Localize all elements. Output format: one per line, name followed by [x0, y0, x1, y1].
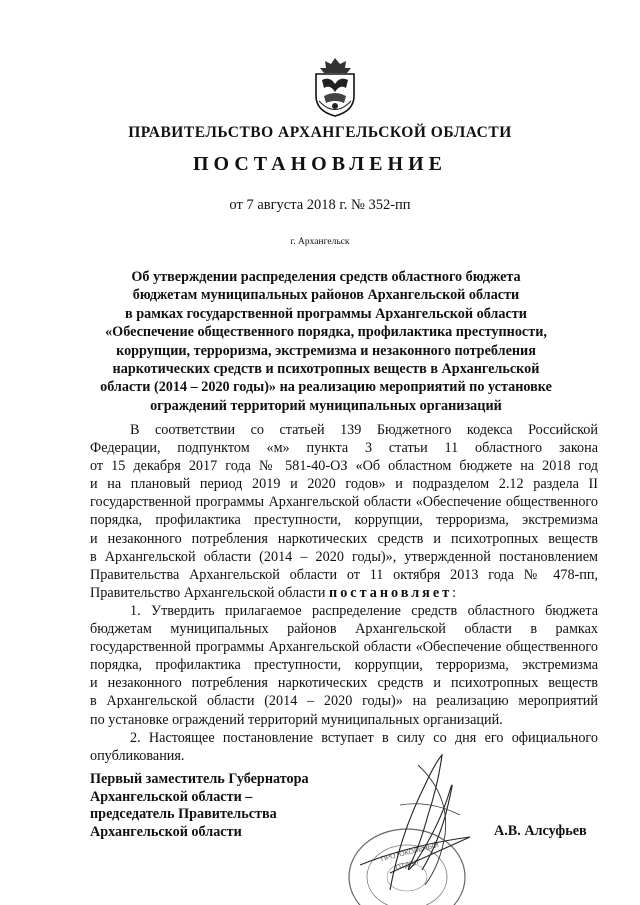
title-line: бюджетам муниципальных районов Архангельской области — [132, 287, 520, 304]
title-line: наркотических средств и психотропных веществ в Архангельской — [112, 361, 540, 378]
signer-name: А.В. Алсуфьев — [494, 823, 587, 839]
preamble-line: Федерации, подпунктом «м» пункта 3 статьи 11 областного закона — [90, 440, 598, 457]
svg-text:ПРОТОКОЛЬНЫЙ: ПРОТОКОЛЬНЫЙ — [380, 842, 440, 864]
title-line: Об утверждении распределения средств областного бюджета — [131, 269, 521, 285]
decree-colon: : — [452, 584, 457, 601]
item-1-line: бюджетам муниципальных районов Архангельской области в рамках — [90, 621, 598, 638]
position-line: Первый заместитель Губернатора — [90, 771, 309, 787]
preamble-line: и незаконного потребления наркотических средств и психотропных веществ — [90, 530, 598, 547]
preamble-line: Правительства Архангельской области от 11 октября 2013 года № 478-пп, — [90, 566, 598, 583]
item-1-line: 1. Утвердить прилагаемое распределение средств областного бюджета — [130, 602, 598, 619]
preamble-line: и на плановый период 2019 и 2020 годов» и подразделом 2.12 раздела II — [90, 476, 598, 493]
preamble-line: государственной программы Архангельской области «Обеспечение общественного — [90, 494, 598, 511]
document-date-number: от 7 августа 2018 г. № 352-пп — [229, 197, 411, 213]
document-type: ПОСТАНОВЛЕНИЕ — [193, 153, 447, 175]
preamble-last-text: Правительство Архангельской области — [90, 584, 330, 601]
preamble-line: от 15 декабря 2017 года № 581-40-ОЗ «Об областном бюджете на 2018 год — [90, 458, 598, 475]
coat-of-arms-icon — [304, 56, 366, 118]
svg-text:ОТДЕЛ: ОТДЕЛ — [394, 859, 420, 872]
item-1-line: государственной программы Архангельской области «Обеспечение общественного — [90, 639, 598, 656]
title-line: «Обеспечение общественного порядка, профилактика преступности, — [105, 324, 547, 341]
position-line: Архангельской области — [90, 823, 242, 840]
item-1-line: и незаконного потребления наркотических средств и психотропных веществ — [90, 675, 598, 692]
preamble-line: в Архангельской области (2014 – 2020 годы)», утвержденной постановлением — [90, 548, 598, 565]
preamble-line: порядка, профилактика преступности, коррупции, терроризма, экстремизма — [90, 512, 598, 529]
title-line: области (2014 – 2020 годы)» на реализацию мероприятий по установке — [100, 379, 552, 396]
title-line: в рамках государственной программы Архангельской области — [125, 305, 527, 322]
position-line: Архангельской области – — [90, 788, 253, 805]
title-line: коррупции, терроризма, экстремизма и незаконного потребления — [116, 342, 536, 359]
item-2-line: 2. Настоящее постановление вступает в силу со дня его официального — [130, 729, 598, 746]
item-1-line: в Архангельской области (2014 – 2020 годы)» на реализацию мероприятий — [90, 693, 598, 710]
preamble-line: В соответствии со статьей 139 Бюджетного кодекса Российской — [130, 422, 598, 438]
handwritten-signature-icon — [330, 745, 500, 895]
title-line: ограждений территорий муниципальных организаций — [150, 397, 502, 414]
signatory-position — [90, 771, 309, 841]
item-2-line: опубликования. — [90, 747, 185, 764]
decree-word: постановляет — [329, 584, 453, 601]
item-1-line: порядка, профилактика преступности, коррупции, терроризма, экстремизма — [90, 657, 598, 674]
document-city: г. Архангельск — [290, 237, 350, 247]
position-line: председатель Правительства — [90, 806, 277, 823]
document-body — [90, 421, 598, 765]
organization-name: ПРАВИТЕЛЬСТВО АРХАНГЕЛЬСКОЙ ОБЛАСТИ — [128, 124, 512, 141]
item-1-line: по установке ограждений территорий муниципальных организаций. — [90, 711, 503, 728]
document-title — [88, 268, 564, 415]
preamble-decree-line — [90, 584, 598, 602]
